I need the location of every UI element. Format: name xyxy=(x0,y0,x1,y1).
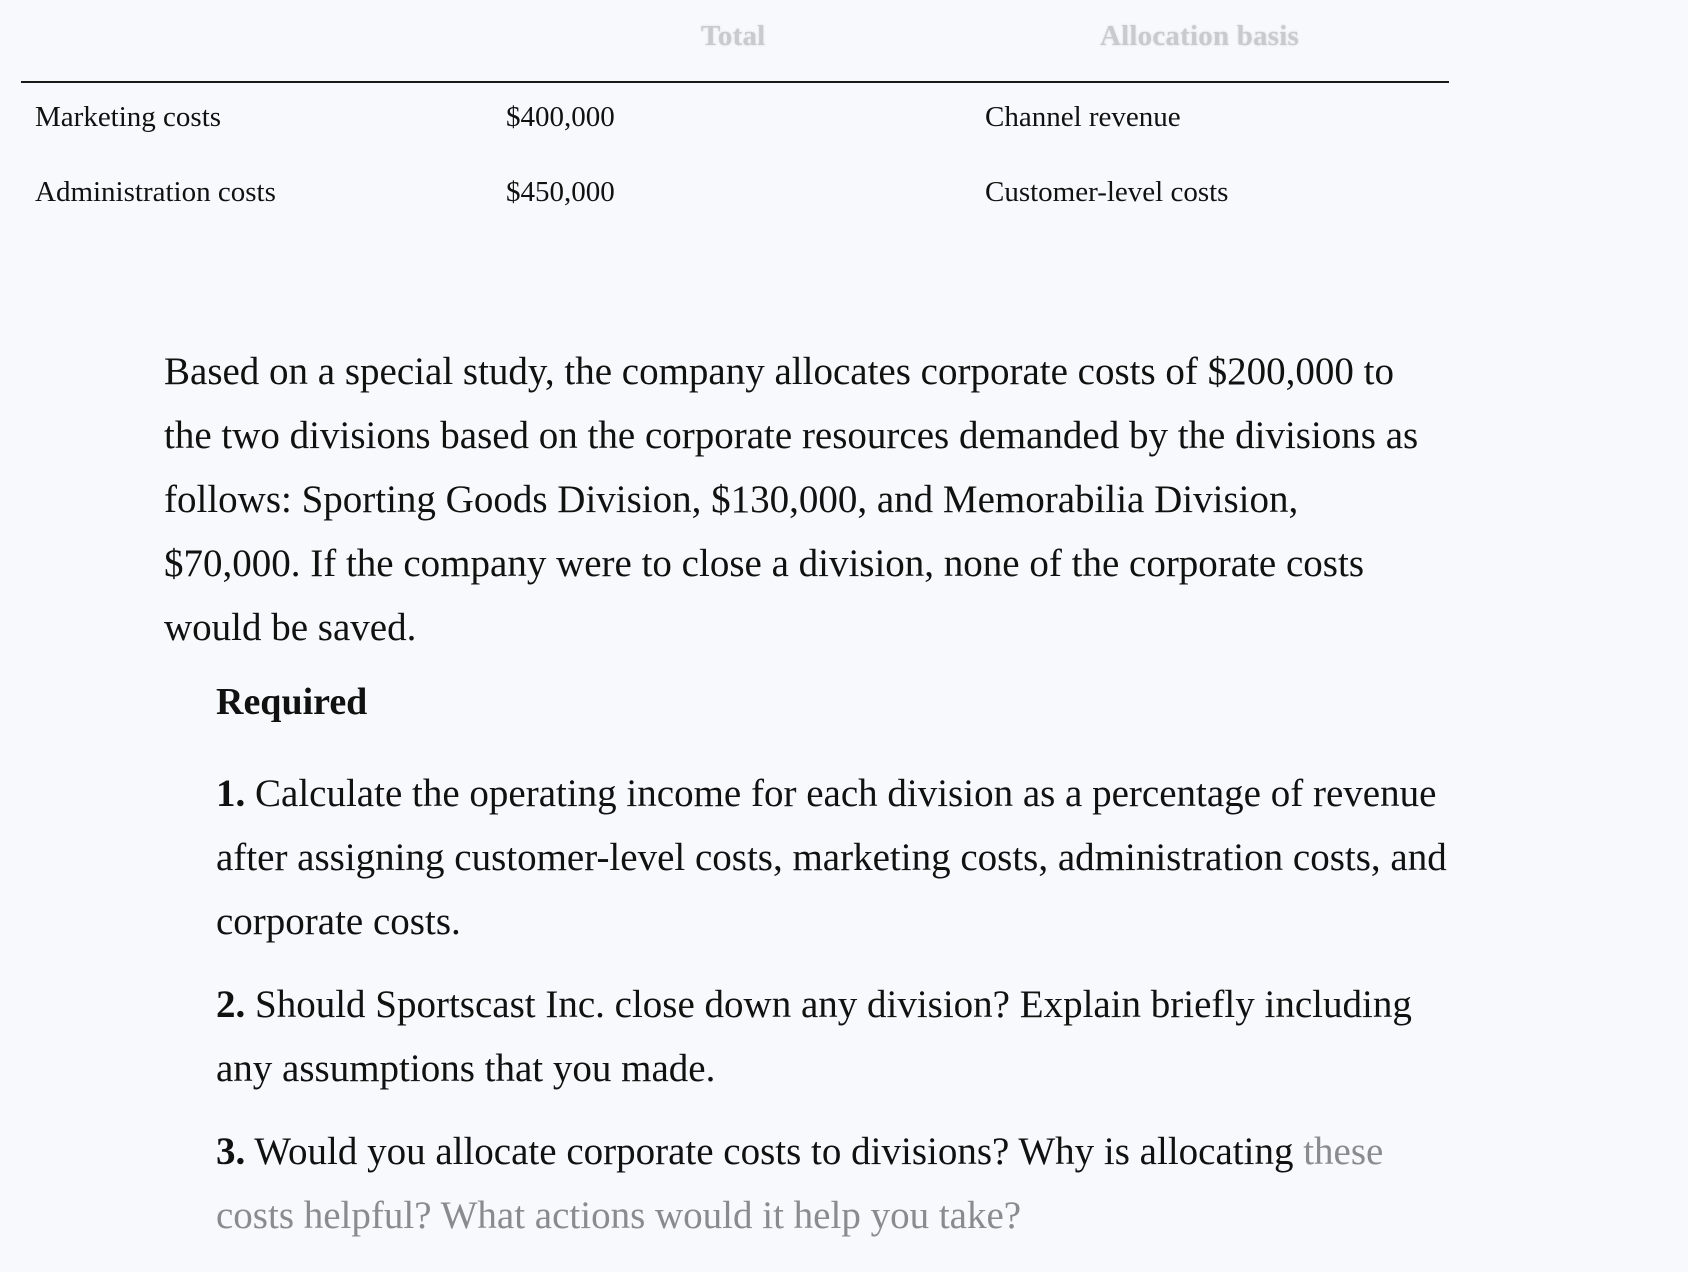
question-text-faded: these costs helpful? What actions would it help you take? xyxy=(216,1130,1384,1237)
row-basis: Customer-level costs xyxy=(985,176,1229,208)
table-row xyxy=(21,83,1449,160)
question-3 xyxy=(216,1120,1456,1248)
question-1 xyxy=(216,762,1456,954)
row-label: Administration costs xyxy=(35,176,276,208)
question-2 xyxy=(216,973,1456,1101)
header-total: Total xyxy=(701,20,766,52)
table-row xyxy=(21,160,1449,237)
row-basis: Channel revenue xyxy=(985,101,1181,133)
question-text: Would you allocate corporate costs to divisions? Why is allocating xyxy=(254,1130,1294,1173)
table-header xyxy=(21,0,1449,83)
row-total: $400,000 xyxy=(506,101,615,133)
row-total: $450,000 xyxy=(506,176,615,208)
question-number: 3. xyxy=(216,1130,246,1173)
header-allocation-basis: Allocation basis xyxy=(1100,20,1299,52)
question-text: Should Sportscast Inc. close down any division? Explain briefly including any assumptions that you made. xyxy=(216,983,1412,1090)
question-text: Calculate the operating income for each division as a percentage of revenue after assigning customer-level costs, marketing costs, administration costs, and corporate costs. xyxy=(216,772,1447,943)
required-heading: Required xyxy=(216,681,368,723)
row-label: Marketing costs xyxy=(35,101,222,133)
question-number: 1. xyxy=(216,772,246,815)
question-number: 2. xyxy=(216,983,246,1026)
cost-allocation-table xyxy=(21,0,1449,237)
corporate-costs-paragraph: Based on a special study, the company allocates corporate costs of $200,000 to the two divisions based on the corporate resources demanded by the divisions as follows: Sporting Goods Division, $130,000, and Memorabilia Division, $70,000. If the company were to close a division, none of the corporate costs would be saved. xyxy=(164,350,1419,649)
